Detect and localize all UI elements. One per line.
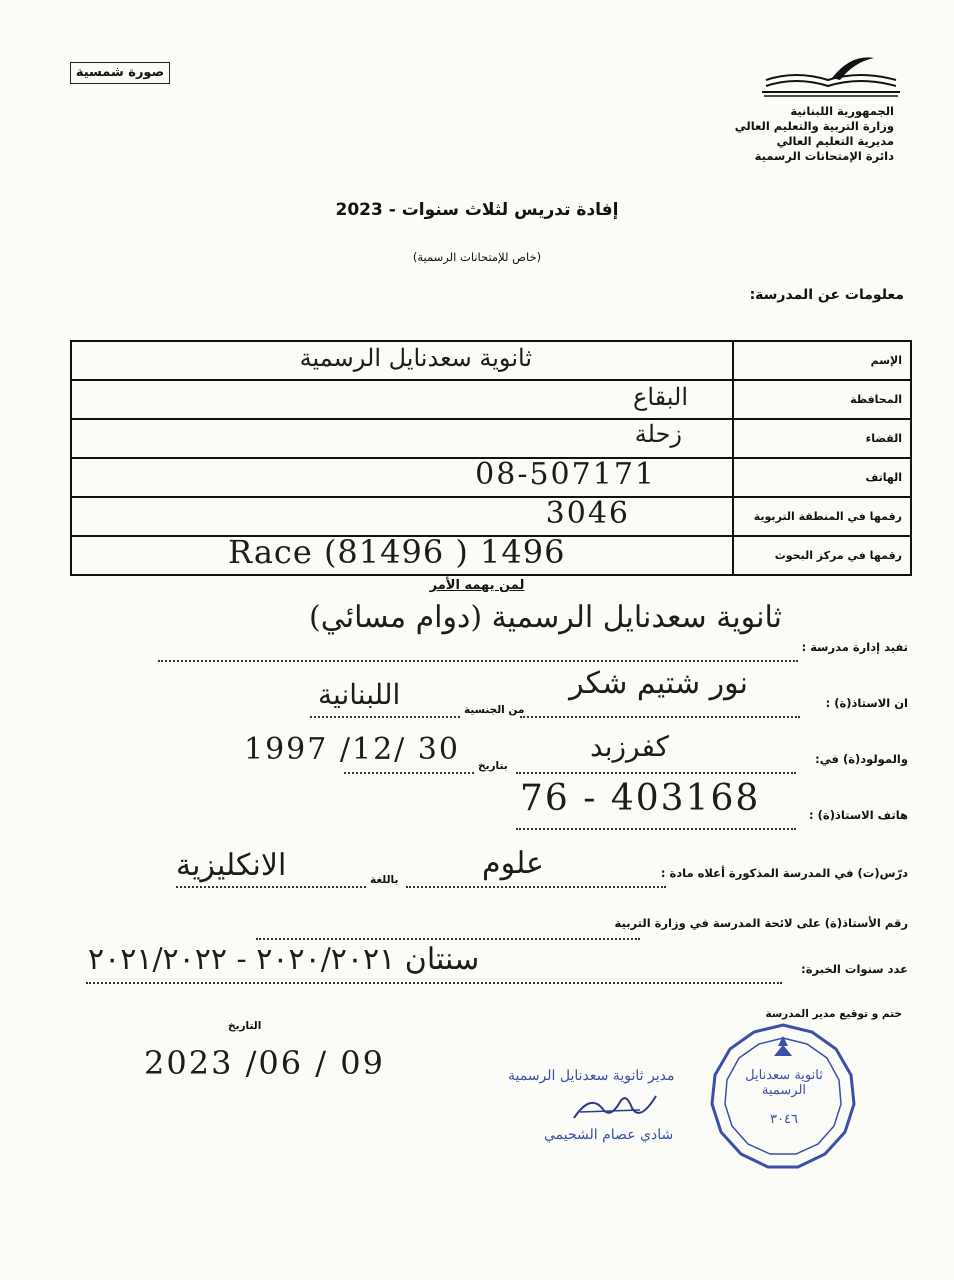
dotted-line [344,770,474,774]
to-whom-heading: لمن يهمه الأمر [429,578,525,593]
signature-icon [570,1088,660,1128]
research-center-number-value: Race (81496 ) 1496 [228,533,566,571]
table-row [71,380,911,419]
issue-date-value: 2023 /06 / 09 [144,1044,385,1082]
photo-label: صورة شمسية [70,62,170,84]
teacher-name-value: نور شتيم شكر [569,666,748,701]
school-admin-value: ثانوية سعدنايل الرسمية (دوام مسائي) [309,600,782,635]
document-title: إفادة تدريس لثلاث سنوات - 2023 [335,200,619,220]
dotted-line [516,770,796,774]
document-subtitle: (خاص للإمتحانات الرسمية) [412,250,542,264]
row-label: رقمها في المنطقة التربوية [733,497,911,536]
nationality-value: اللبنانية [318,678,401,711]
dotted-line [158,658,798,662]
governorate-value: البقاع [633,383,688,411]
dotted-line [406,884,666,888]
row-label: الهاتف [733,458,911,497]
years-label: عدد سنوات الخبرة: [801,962,908,976]
ministry-header [654,104,894,164]
header-line: وزارة التربية والتعليم العالي [734,119,894,133]
school-admin-label: تفيد إدارة مدرسة : [801,640,908,654]
row-label: المحافظة [733,380,911,419]
birth-place-value: كفرزبد [590,730,669,763]
school-info-table [70,340,912,576]
teacher-phone-label: هاتف الاستاذ(ة) : [809,808,908,822]
teacher-label: ان الاستاذ(ة) : [825,696,908,710]
principal-name: شادي عصام الشحيمي [544,1127,674,1143]
row-label: رقمها في مركز البحوث [733,536,911,575]
date-label: بتاريخ [478,760,508,772]
dotted-line [516,826,796,830]
row-value-cell [71,419,733,458]
ministry-logo-icon [756,52,906,102]
born-label: والمولود(ة) في: [815,752,908,766]
table-row [71,341,911,380]
language-label: باللغة [370,874,399,886]
row-label: القضاء [733,419,911,458]
header-line: مديرية التعليم العالي [776,134,894,148]
header-line: الجمهورية اللبنانية [790,104,894,118]
row-value-cell [71,341,733,380]
row-label: الإسم [733,341,911,380]
taught-label: درّس(ت) في المدرسة المذكورة أعلاه مادة : [660,866,908,880]
date-field-label: التاريخ [228,1020,262,1032]
nationality-label: من الجنسية [464,704,525,716]
row-value-cell [71,458,733,497]
teacher-phone-value: 76 - 403168 [520,778,761,819]
list-number-label: رقم الأستاذ(ة) على لائحة المدرسة في وزارة التربية [614,916,908,930]
education-zone-number-value: 3046 [545,496,630,531]
stamp-school-name: ثانوية سعدنايل الرسمية [745,1068,823,1098]
subject-value: علوم [482,846,544,881]
dotted-line [176,884,366,888]
dotted-line [86,980,782,984]
school-name-value: ثانوية سعدنايل الرسمية [299,344,532,372]
school-info-heading: معلومات عن المدرسة: [749,287,904,303]
years-value: سنتان ٢٠٢٠/٢٠٢١ - ٢٠٢١/٢٠٢٢ [88,942,480,977]
header-line: دائرة الإمتحانات الرسمية [754,149,894,163]
stamp-number: ٣٠٤٦ [770,1112,798,1127]
row-value-cell [71,380,733,419]
table-row [71,536,911,575]
row-value-cell [71,533,733,575]
table-row [71,419,911,458]
dotted-line [256,936,640,940]
school-phone-value: 08-507171 [475,457,656,492]
dotted-line [520,714,800,718]
stamp-signature-label: ختم و توقيع مدير المدرسة [765,1008,902,1020]
table-row [71,458,911,497]
language-value: الانكليزية [176,848,287,883]
row-value-cell [71,497,733,536]
district-value: زحلة [634,420,682,448]
dotted-line [310,714,460,718]
principal-title: مدير ثانوية سعدنايل الرسمية [508,1068,675,1084]
table-row [71,497,911,536]
birth-date-value: 1997 /12/ 30 [244,732,460,767]
